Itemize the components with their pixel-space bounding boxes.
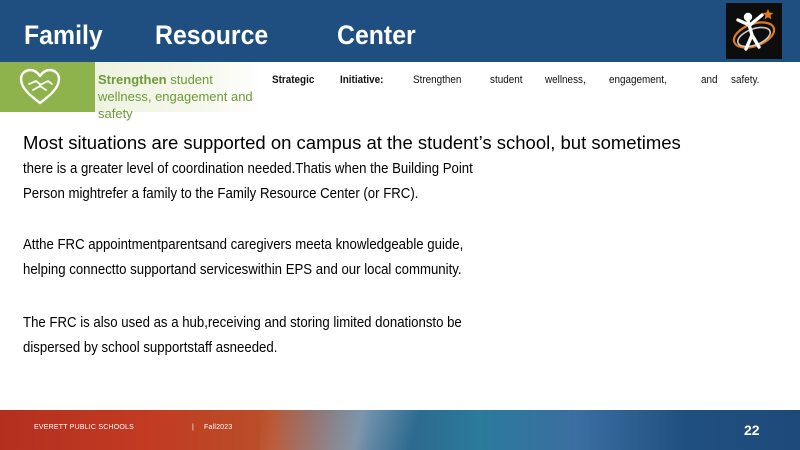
banner-caption	[98, 71, 268, 122]
body-line: Atthe FRC appointmentparentsand caregivers meeta knowledgeable guide,	[23, 236, 464, 253]
strategic-banner	[0, 62, 800, 121]
initiative-word: Strengthen	[413, 74, 462, 86]
body-line: Person mightrefer a family to the Family Resource Center (or FRC).	[23, 185, 419, 202]
footer-highlight	[260, 410, 480, 450]
logo-figure-icon	[726, 3, 782, 59]
lead-sentence: Most situations are supported on campus at the student’s school, but sometimes	[23, 132, 681, 153]
body-line: dispersed by school supportstaff asneeded.	[23, 339, 278, 356]
initiative-word: student	[490, 74, 523, 86]
initiative-word: wellness,	[545, 74, 586, 86]
initiative-word: and	[701, 74, 718, 86]
banner-strengthen: Strengthen	[98, 72, 167, 87]
title-bar	[0, 0, 800, 62]
heart-hands-icon	[18, 68, 62, 106]
district-logo	[726, 3, 782, 59]
banner-green-block	[0, 62, 95, 112]
body-line: The FRC is also used as a hub,receiving and storing limited donationsto be	[23, 314, 462, 331]
title-word-3: Center	[337, 20, 416, 50]
footer-separator: |	[192, 424, 195, 431]
title-word-2: Resource	[155, 20, 269, 50]
strategic-label: Strategic	[272, 74, 315, 86]
initiative-word: safety.	[731, 74, 760, 86]
footer-org: EVERETT PUBLIC SCHOOLS	[34, 424, 134, 431]
initiative-word: engagement,	[609, 74, 667, 86]
title-word-1: Family	[24, 20, 103, 50]
footer-term: Fall2023	[204, 424, 233, 431]
body-line: there is a greater level of coordination needed.Thatis when the Building Point	[23, 160, 473, 177]
page-number: 22	[744, 422, 760, 438]
body-line: helping connectto supportand serviceswithin EPS and our local community.	[23, 261, 462, 278]
initiative-label: Initiative:	[340, 74, 384, 86]
banner-caption-rest: student wellness, engagement and safety	[98, 72, 253, 121]
footer-bar	[0, 410, 800, 450]
